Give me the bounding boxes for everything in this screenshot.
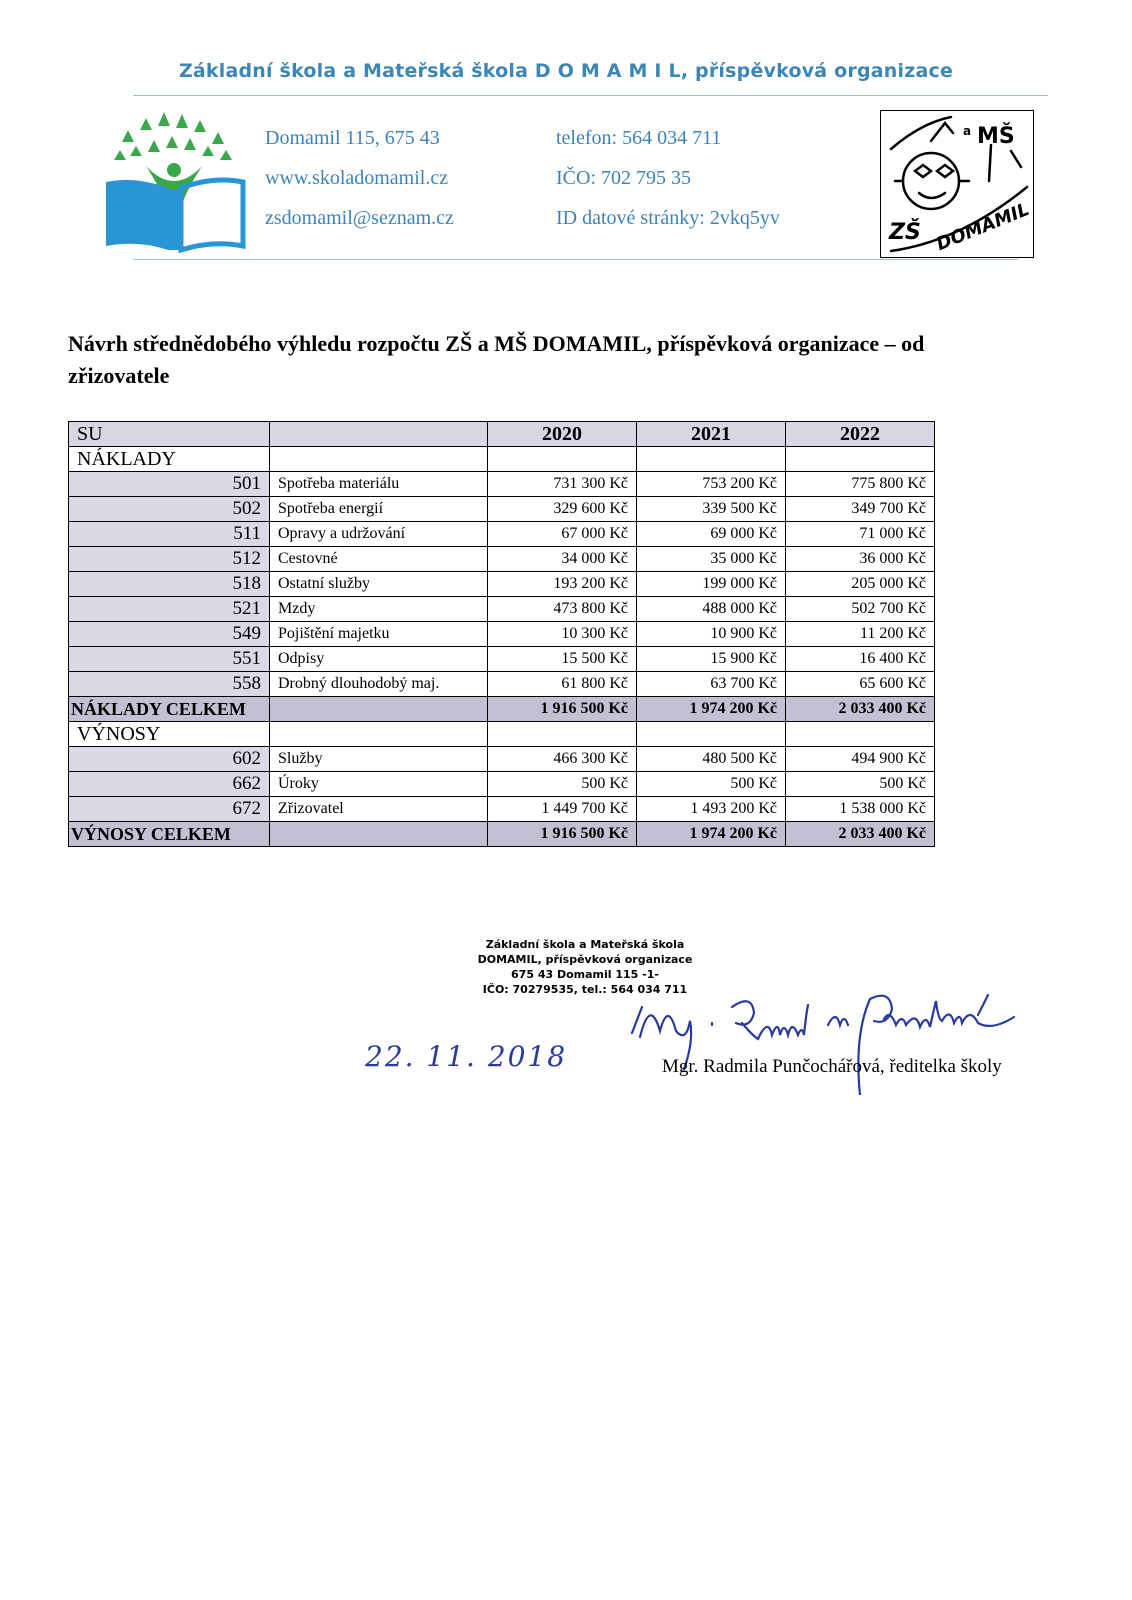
- naklady-total-label: NÁKLADY CELKEM: [69, 697, 270, 722]
- value-2022: 65 600 Kč: [786, 672, 935, 697]
- account-code: 518: [69, 572, 270, 597]
- value-2022: 502 700 Kč: [786, 597, 935, 622]
- value-2020: 10 300 Kč: [488, 622, 637, 647]
- value-2021: 10 900 Kč: [637, 622, 786, 647]
- value-2021: 753 200 Kč: [637, 472, 786, 497]
- value-2020: 67 000 Kč: [488, 522, 637, 547]
- vynosy-total-2021: 1 974 200 Kč: [637, 822, 786, 847]
- account-name: Úroky: [270, 772, 488, 797]
- value-2021: 15 900 Kč: [637, 647, 786, 672]
- value-2020: 193 200 Kč: [488, 572, 637, 597]
- value-2020: 329 600 Kč: [488, 497, 637, 522]
- value-2020: 500 Kč: [488, 772, 637, 797]
- stamp-line-1: Základní škola a Mateřská škola: [485, 938, 685, 951]
- svg-text:DOMAMIL: DOMAMIL: [933, 198, 1033, 256]
- value-2022: 494 900 Kč: [786, 747, 935, 772]
- account-code: 521: [69, 597, 270, 622]
- account-code: 501: [69, 472, 270, 497]
- table-row: [69, 522, 935, 547]
- naklady-total-2022: 2 033 400 Kč: [786, 697, 935, 722]
- value-2022: 1 538 000 Kč: [786, 797, 935, 822]
- document-title: Návrh střednědobého výhledu rozpočtu ZŠ a MŠ DOMAMIL, příspěvková organizace – od zřizovatele: [68, 331, 925, 388]
- value-2021: 1 493 200 Kč: [637, 797, 786, 822]
- header-rule-bottom: [133, 259, 1018, 260]
- section-naklady-label: NÁKLADY: [69, 447, 270, 472]
- value-2021: 500 Kč: [637, 772, 786, 797]
- account-code: 502: [69, 497, 270, 522]
- vynosy-total-label: VÝNOSY CELKEM: [69, 822, 270, 847]
- value-2022: 36 000 Kč: [786, 547, 935, 572]
- account-name: Cestovné: [270, 547, 488, 572]
- stamp-line-4: IČO: 70279535, tel.: 564 034 711: [482, 983, 688, 996]
- value-2020: 15 500 Kč: [488, 647, 637, 672]
- stamp-line-2: DOMAMIL, příspěvková organizace: [477, 953, 693, 966]
- account-code: 549: [69, 622, 270, 647]
- vynosy-total-row: [69, 822, 935, 847]
- value-2020: 34 000 Kč: [488, 547, 637, 572]
- handwritten-date: 22. 11. 2018: [365, 1040, 568, 1073]
- account-code: 512: [69, 547, 270, 572]
- table-row: [69, 497, 935, 522]
- value-2020: 466 300 Kč: [488, 747, 637, 772]
- account-name: Zřizovatel: [270, 797, 488, 822]
- svg-text:ZŠ: ZŠ: [889, 220, 921, 245]
- account-name: Mzdy: [270, 597, 488, 622]
- section-empty: [488, 722, 637, 747]
- section-vynosy-label: VÝNOSY: [69, 722, 270, 747]
- account-code: 672: [69, 797, 270, 822]
- value-2022: 349 700 Kč: [786, 497, 935, 522]
- total-empty: [270, 822, 488, 847]
- svg-text:MŠ: MŠ: [977, 124, 1015, 149]
- school-tree-book-logo: [106, 110, 246, 256]
- table-row: [69, 772, 935, 797]
- section-empty: [270, 722, 488, 747]
- value-2021: 35 000 Kč: [637, 547, 786, 572]
- value-2022: 775 800 Kč: [786, 472, 935, 497]
- vynosy-total-2020: 1 916 500 Kč: [488, 822, 637, 847]
- account-name: Spotřeba materiálu: [270, 472, 488, 497]
- value-2020: 731 300 Kč: [488, 472, 637, 497]
- data-box-id-text: ID datové stránky: 2vkq5yv: [556, 207, 780, 229]
- address-text: Domamil 115, 675 43: [265, 127, 440, 149]
- value-2021: 63 700 Kč: [637, 672, 786, 697]
- table-row: [69, 572, 935, 597]
- header-rule-top: [133, 95, 1048, 96]
- naklady-total-row: [69, 697, 935, 722]
- zs-ms-domamil-logo: [880, 110, 1034, 258]
- table-row: [69, 647, 935, 672]
- table-header-row: [69, 422, 935, 447]
- value-2022: 500 Kč: [786, 772, 935, 797]
- account-code: 602: [69, 747, 270, 772]
- account-name: Ostatní služby: [270, 572, 488, 597]
- account-name: Drobný dlouhodobý maj.: [270, 672, 488, 697]
- table-row: [69, 622, 935, 647]
- value-2021: 488 000 Kč: [637, 597, 786, 622]
- value-2021: 69 000 Kč: [637, 522, 786, 547]
- header-year-2020: 2020: [488, 422, 637, 447]
- section-naklady-row: [69, 447, 935, 472]
- value-2021: 199 000 Kč: [637, 572, 786, 597]
- header-su: SU: [69, 422, 270, 447]
- header-empty: [270, 422, 488, 447]
- handwritten-signature: [622, 985, 1042, 1095]
- website-link[interactable]: www.skoladomamil.cz: [265, 167, 449, 189]
- section-vynosy-row: [69, 722, 935, 747]
- vynosy-total-2022: 2 033 400 Kč: [786, 822, 935, 847]
- value-2020: 61 800 Kč: [488, 672, 637, 697]
- ico-text: IČO: 702 795 35: [556, 167, 691, 189]
- account-code: 551: [69, 647, 270, 672]
- table-row: [69, 472, 935, 497]
- header-year-2022: 2022: [786, 422, 935, 447]
- value-2020: 1 449 700 Kč: [488, 797, 637, 822]
- svg-text:a: a: [963, 124, 972, 138]
- table-row: [69, 797, 935, 822]
- table-row: [69, 747, 935, 772]
- account-name: Služby: [270, 747, 488, 772]
- account-name: Pojištění majetku: [270, 622, 488, 647]
- value-2020: 473 800 Kč: [488, 597, 637, 622]
- value-2022: 16 400 Kč: [786, 647, 935, 672]
- header-year-2021: 2021: [637, 422, 786, 447]
- total-empty: [270, 697, 488, 722]
- stamp-line-3: 675 43 Domamil 115 -1-: [511, 968, 659, 981]
- account-code: 511: [69, 522, 270, 547]
- email-link[interactable]: zsdomamil@seznam.cz: [265, 207, 454, 229]
- section-empty: [637, 722, 786, 747]
- signatory-name: Mgr. Radmila Punčochářová, ředitelka školy: [662, 1056, 1002, 1077]
- value-2021: 339 500 Kč: [637, 497, 786, 522]
- naklady-total-2021: 1 974 200 Kč: [637, 697, 786, 722]
- account-name: Odpisy: [270, 647, 488, 672]
- account-name: Spotřeba energií: [270, 497, 488, 522]
- value-2022: 71 000 Kč: [786, 522, 935, 547]
- naklady-total-2020: 1 916 500 Kč: [488, 697, 637, 722]
- org-title: Základní škola a Mateřská škola D O M A M I L, příspěvková organizace: [178, 60, 954, 82]
- table-row: [69, 597, 935, 622]
- table-row: [69, 672, 935, 697]
- value-2022: 205 000 Kč: [786, 572, 935, 597]
- account-code: 662: [69, 772, 270, 797]
- table-row: [69, 547, 935, 572]
- value-2021: 480 500 Kč: [637, 747, 786, 772]
- section-empty: [786, 722, 935, 747]
- account-code: 558: [69, 672, 270, 697]
- value-2022: 11 200 Kč: [786, 622, 935, 647]
- account-name: Opravy a udržování: [270, 522, 488, 547]
- phone-text: telefon: 564 034 711: [556, 127, 722, 149]
- budget-table: [68, 421, 935, 847]
